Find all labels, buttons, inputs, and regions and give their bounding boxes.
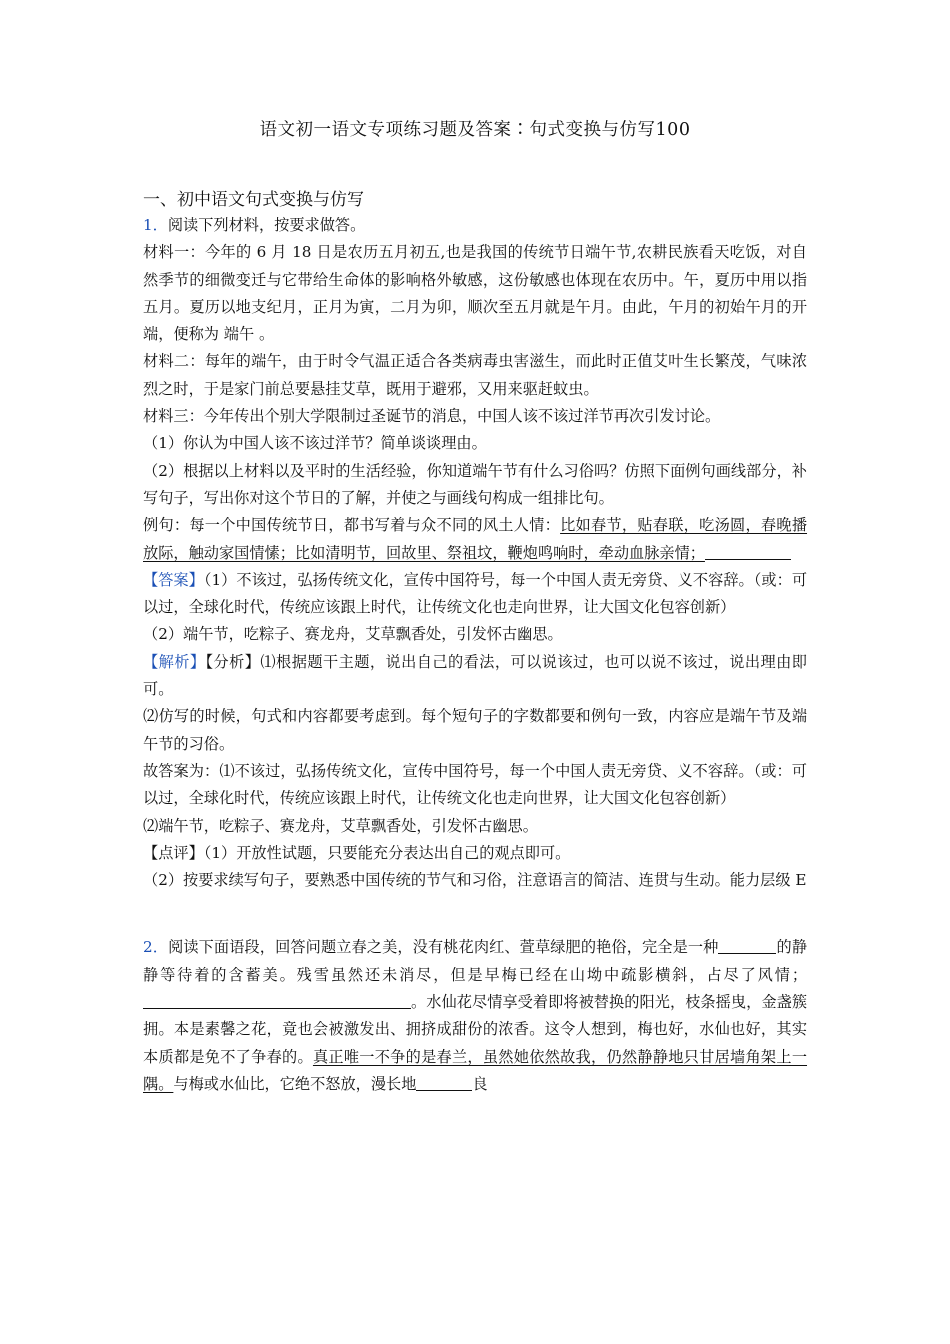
answer-blank	[143, 990, 411, 1009]
comment-2: （2）按要求续写句子，要熟悉中国传统的节气和习俗，注意语言的简洁、连贯与生动。能力层级 E	[143, 871, 807, 890]
analysis-2: ⑵仿写的时候，句式和内容都要考虑到。每个短句子的字数都要和例句一致，内容应是端午节及端午节的习俗。	[143, 707, 807, 753]
question-number: 2．	[143, 938, 169, 957]
final-answer-1: 故答案为：⑴不该过，弘扬传统文化，宣传中国符号，每一个中国人责无旁贷、义不容辞。（或：可以过，全球化时代，传统应该跟上时代，让传统文化也走向世界，让大国文化包容创新）	[143, 761, 807, 808]
underlined-example: 比如春节，贴春联，吃汤圆，春晚播放际，触动家国情愫；比如清明节，回故里、祭祖坟，鞭炮鸣响时，牵动血脉亲情；	[143, 516, 808, 562]
document-body	[143, 212, 807, 1098]
answer-blank	[416, 1072, 472, 1091]
question-1-prompt: 1．阅读下列材料，按要求做答。	[143, 216, 366, 234]
underlined-sentence: 真正唯一不争的是春兰，虽然她依然故我，仍然静静地只甘居墙角架上一隅。	[143, 1047, 808, 1093]
sub-question-1: （1）你认为中国人该不该过洋节？简单谈谈理由。	[143, 434, 487, 453]
document-title: 语文初一语文专项练习题及答案∶句式变换与仿写100	[259, 120, 691, 140]
example-sentence: 例句：每一个中国传统节日，都书写着与众不同的风土人情：比如春节，贴春联，吃汤圆，春晚播放际，触动家国情愫；比如清明节，回故里、祭祖坟，鞭炮鸣响时，牵动血脉亲情；	[143, 516, 808, 562]
question-2-text: 2．阅读下面语段，回答问题立春之美，没有桃花肉红、萱草绿肥的艳俗，完全是一种 的静静等待着的含蓄美。残雪虽然还未消尽，但是早梅已经在山坳中疏影横斜，占尽了风情；。水仙花尽情享受着即将被替换的阳光，枝条摇曳，金盏簇拥。本是素馨之花，竟也会被激发出、拥挤成甜份的浓香。这令人想到，梅也好，水仙也好，其实本质都是免不了争春的。真正唯一不争的是春兰，虽然她依然故我，仍然静静地只甘居墙角架上一隅。与梅或水仙比，它绝不怒放，漫长地 良	[143, 934, 807, 1098]
comment-1: 【点评】（1）开放性试题，只要能充分表达出自己的观点即可。	[143, 843, 571, 862]
answer-blank	[705, 541, 791, 560]
analysis-1: 【解析】【分析】⑴根据题干主题，说出自己的看法，可以说该过，也可以说不该过，说出理由即可。	[143, 652, 807, 699]
answer-blank	[718, 935, 776, 954]
material-3: 材料三：今年传出个别大学限制过圣诞节的消息，中国人该不该过洋节再次引发讨论。	[143, 407, 721, 426]
answer-tag: 【答案】	[143, 570, 204, 589]
final-answer-2: ⑵端午节，吃粽子、赛龙舟，艾草飘香处，引发怀古幽思。	[143, 816, 538, 835]
question-number: 1．	[143, 216, 168, 234]
sub-question-2: （2）根据以上材料以及平时的生活经验，你知道端午节有什么习俗吗？仿照下面例句画线部分，补写句子，写出你对这个节日的了解，并使之与画线句构成一组排比句。	[143, 461, 807, 507]
analysis-tag: 【解析】	[143, 652, 206, 671]
answer-2: （2）端午节，吃粽子、赛龙舟，艾草飘香处，引发怀古幽思。	[143, 625, 563, 644]
material-1: 材料一：今年的 6 月 18 日是农历五月初五,也是我国的传统节日端午节,农耕民族看天吃饭，对自然季节的细微变迁与它带给生命体的影响格外敏感，这份敏感也体现在农历中。午，夏历中用以指五月。夏历以地支纪月，正月为寅，二月为卯，顺次至五月就是午月。由此，午月的初始午月的开端，便称为 端午 。	[143, 243, 807, 344]
material-2: 材料二：每年的端午，由于时令气温正适合各类病毒虫害滋生，而此时正值艾叶生长繁茂，气味浓烈之时，于是家门前总要悬挂艾草，既用于避邪，又用来驱赶蚊虫。	[143, 352, 807, 398]
spacer	[143, 894, 807, 934]
answer-1: 【答案】（1）不该过，弘扬传统文化，宣传中国符号，每一个中国人责无旁贷、义不容辞。（或：可以过，全球化时代，传统应该跟上时代，让传统文化也走向世界，让大国文化包容创新）	[143, 570, 808, 617]
section-heading: 一、初中语文句式变换与仿写	[143, 190, 364, 210]
